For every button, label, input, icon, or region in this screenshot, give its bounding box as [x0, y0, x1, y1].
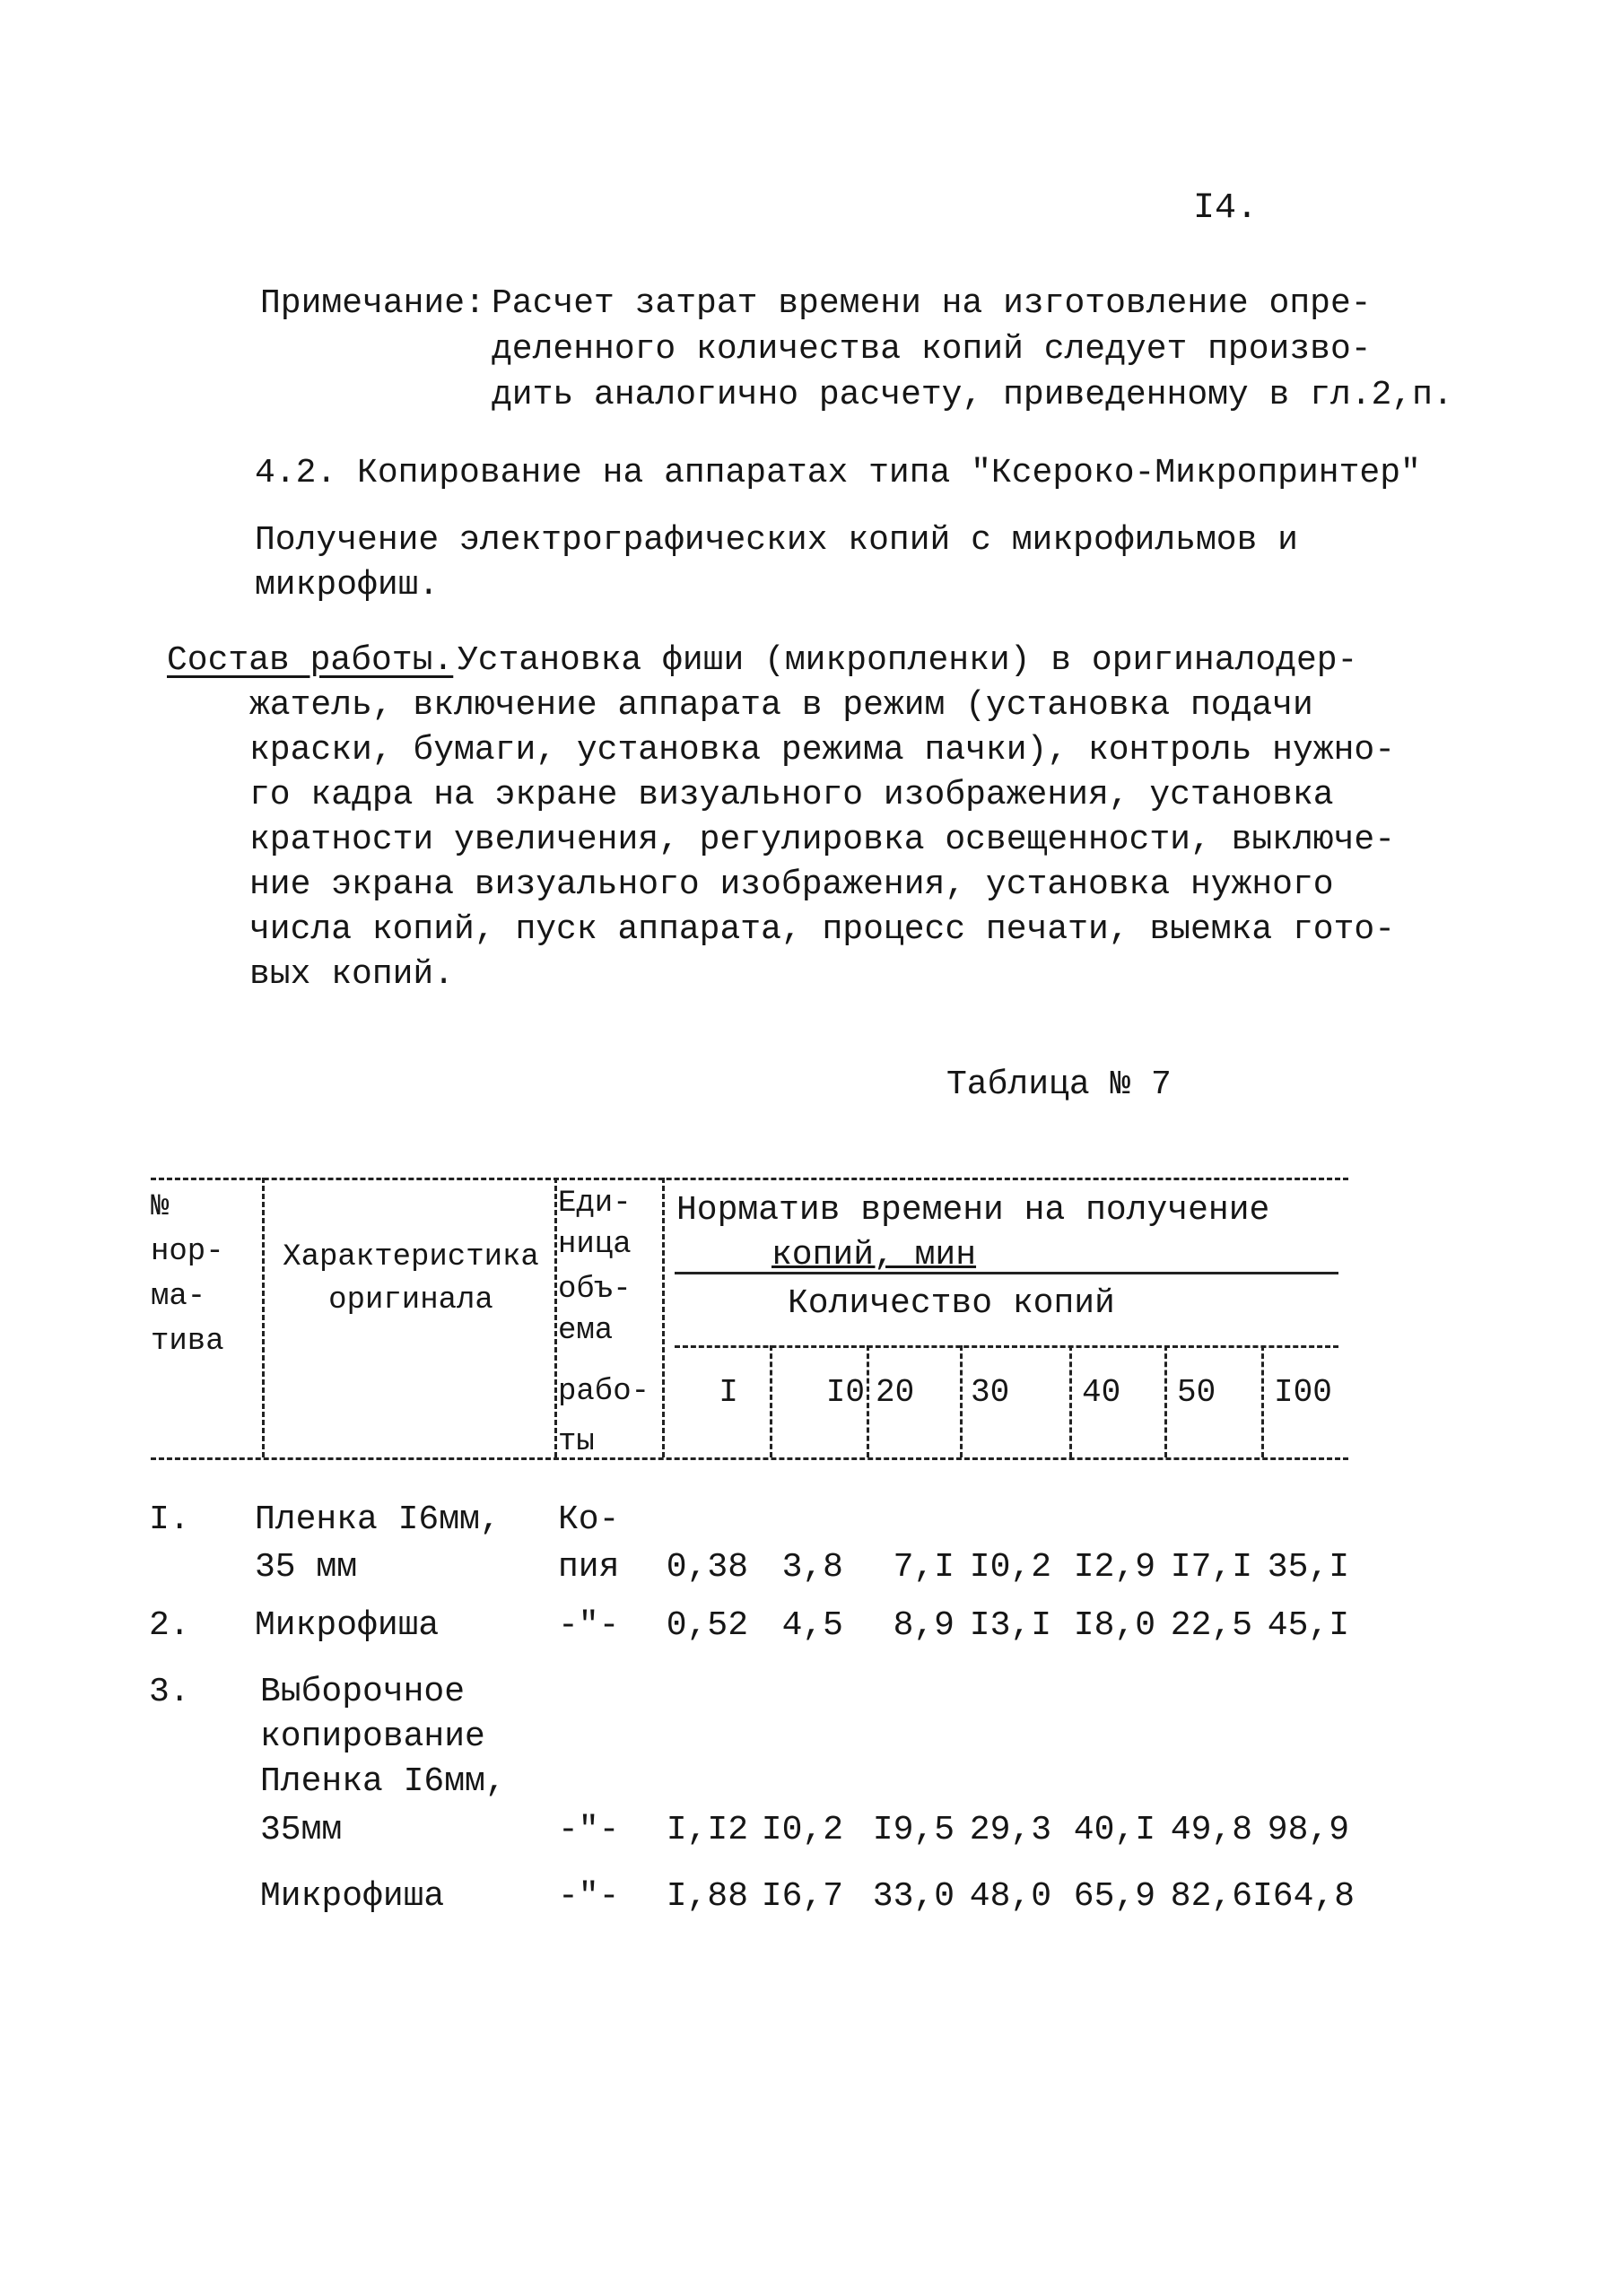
work-composition-line: Установка фиши (микропленки) в оригиналодер- [458, 641, 1358, 680]
value-cell: 8,9 [893, 1606, 955, 1645]
work-composition-line: вых копий. [249, 955, 455, 994]
table-col-divider [1261, 1345, 1264, 1457]
header-norm-time: Норматив времени на получение [676, 1191, 1270, 1230]
value-cell: 48,0 [969, 1877, 1051, 1916]
value-cell: I3,I [969, 1606, 1051, 1645]
note-line: дить аналогично расчету, приведенному в гл.2,п. [492, 376, 1453, 414]
value-cell: I6,7 [761, 1877, 843, 1916]
value-cell: 0,38 [666, 1548, 748, 1587]
value-cell: 29,3 [969, 1811, 1051, 1849]
row-characteristic: 35мм [260, 1811, 343, 1849]
header-copy-column: I [719, 1374, 738, 1411]
note-line: деленного количества копий следует произво- [492, 330, 1372, 369]
row-characteristic: копирование [260, 1718, 485, 1756]
header-characteristic: Характеристика [283, 1240, 539, 1274]
table-caption: Таблица № 7 [946, 1065, 1172, 1104]
value-cell: 49,8 [1170, 1811, 1252, 1849]
header-copy-column: I0 [825, 1374, 865, 1411]
header-characteristic: оригинала [328, 1283, 493, 1318]
table-col-divider [960, 1345, 963, 1457]
row-number: 2. [149, 1606, 190, 1645]
header-norm-number: нор- [151, 1235, 224, 1269]
value-cell: 65,9 [1073, 1877, 1155, 1916]
table-col-divider [554, 1178, 557, 1457]
table-header-bottom-rule [151, 1457, 1348, 1460]
value-cell: I9,5 [872, 1811, 955, 1849]
row-characteristic: Пленка I6мм, [255, 1500, 501, 1539]
row-characteristic: Микрофиша [260, 1877, 445, 1916]
table-col-divider [1164, 1345, 1167, 1457]
header-unit: ты [558, 1425, 595, 1459]
note-label: Примечание: [260, 284, 485, 323]
header-unit: ница [558, 1228, 632, 1262]
header-norm-number: ма- [151, 1280, 206, 1314]
row-unit: -"- [558, 1811, 620, 1849]
table-copies-rule [675, 1345, 1338, 1348]
value-cell: I7,I [1170, 1548, 1252, 1587]
work-composition-line: числа копий, пуск аппарата, процесс печати, выемка гото- [249, 910, 1396, 949]
value-cell: I,I2 [666, 1811, 748, 1849]
header-copy-column: 50 [1177, 1374, 1216, 1411]
work-composition-line: ние экрана визуального изображения, установка нужного [249, 865, 1334, 904]
row-unit: пия [558, 1548, 620, 1587]
section-heading: 4.2. Копирование на аппаратах типа "Ксероко-Микропринтер" [255, 454, 1421, 492]
value-cell: I0,2 [969, 1548, 1051, 1587]
header-norm-number: № [151, 1190, 170, 1224]
value-cell: 7,I [893, 1548, 955, 1587]
table-col-divider [262, 1178, 265, 1457]
row-unit: -"- [558, 1606, 620, 1645]
table-col-divider [867, 1345, 869, 1457]
work-composition-line: жатель, включение аппарата в режим (установка подачи [249, 686, 1313, 725]
value-cell: I0,2 [761, 1811, 843, 1849]
header-unit: ема [558, 1314, 614, 1348]
work-composition-label: Состав работы. [167, 641, 454, 680]
section-subtitle-line: Получение электрографических копий с микрофильмов и [255, 521, 1298, 560]
value-cell: 45,I [1267, 1606, 1349, 1645]
value-cell: I64,8 [1252, 1877, 1356, 1916]
page-number: I4. [1193, 188, 1259, 229]
value-cell: 22,5 [1170, 1606, 1252, 1645]
work-composition-line: го кадра на экране визуального изображения, установка [249, 776, 1334, 814]
note-line: Расчет затрат времени на изготовление опре- [492, 284, 1372, 323]
value-cell: 33,0 [872, 1877, 955, 1916]
header-copy-column: I00 [1274, 1374, 1332, 1411]
row-unit: -"- [558, 1877, 620, 1916]
table-col-divider [770, 1345, 772, 1457]
value-cell: I,88 [666, 1877, 748, 1916]
value-cell: 4,5 [781, 1606, 843, 1645]
header-copy-column: 30 [971, 1374, 1010, 1411]
section-subtitle-line: микрофиш. [255, 566, 440, 604]
row-characteristic: 35 мм [255, 1548, 358, 1587]
table-col-divider [662, 1178, 665, 1457]
value-cell: 35,I [1267, 1548, 1349, 1587]
header-norm-time: копий, мин [771, 1236, 977, 1274]
header-copy-column: 20 [876, 1374, 915, 1411]
row-characteristic: Выборочное [260, 1673, 466, 1711]
header-norm-number: тива [151, 1325, 224, 1359]
header-unit: объ- [558, 1273, 632, 1307]
value-cell: 3,8 [781, 1548, 843, 1587]
value-cell: 0,52 [666, 1606, 748, 1645]
row-number: 3. [149, 1673, 190, 1711]
row-unit: Ко- [558, 1500, 620, 1539]
work-composition-line: кратности увеличения, регулировка освещенности, выключе- [249, 821, 1396, 859]
row-characteristic: Пленка I6мм, [260, 1762, 506, 1801]
row-number: I. [149, 1500, 190, 1539]
value-cell: I2,9 [1073, 1548, 1155, 1587]
value-cell: 40,I [1073, 1811, 1155, 1849]
table-col-divider [1069, 1345, 1072, 1457]
header-unit: Еди- [558, 1187, 632, 1221]
header-copies-count: Количество копий [788, 1284, 1115, 1323]
value-cell: I8,0 [1073, 1606, 1155, 1645]
table-top-rule [151, 1178, 1348, 1180]
work-composition-line: краски, бумаги, установка режима пачки), контроль нужно- [249, 731, 1396, 770]
value-cell: 82,6 [1170, 1877, 1252, 1916]
header-copy-column: 40 [1082, 1374, 1121, 1411]
value-cell: 98,9 [1267, 1811, 1349, 1849]
header-unit: рабо- [558, 1375, 650, 1409]
row-characteristic: Микрофиша [255, 1606, 440, 1645]
